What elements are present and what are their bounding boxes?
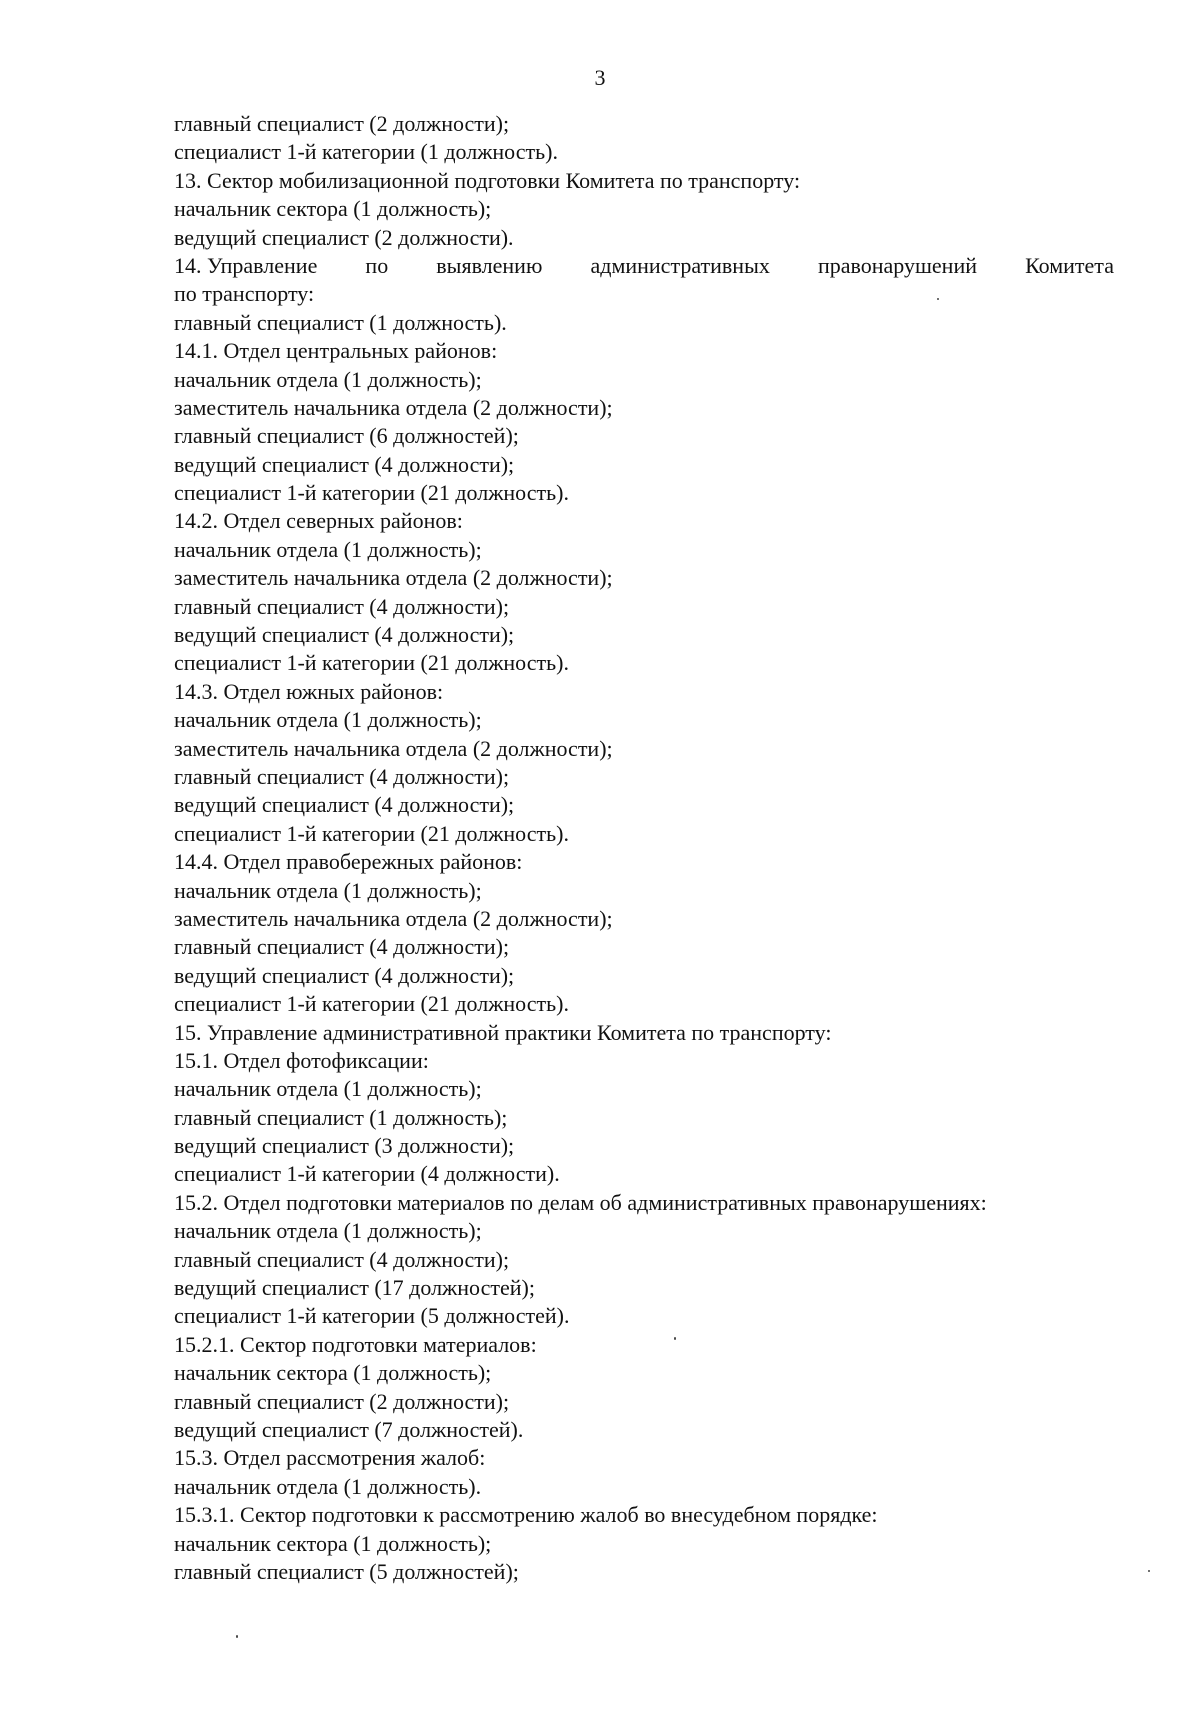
scan-speck bbox=[674, 1337, 676, 1340]
text-line: 15. Управление административной практики Комитета по транспорту: bbox=[174, 1019, 832, 1045]
text-line: специалист 1-й категории (21 должность). bbox=[174, 820, 569, 846]
justified-heading-line bbox=[174, 252, 1114, 280]
justified-word: выявлению bbox=[436, 252, 543, 278]
text-line: 15.2.1. Сектор подготовки материалов: bbox=[174, 1331, 537, 1357]
text-line: 15.1. Отдел фотофиксации: bbox=[174, 1047, 429, 1073]
text-line: 14.1. Отдел центральных районов: bbox=[174, 338, 498, 364]
text-line: главный специалист (5 должностей); bbox=[174, 1558, 519, 1584]
text-line: начальник отдела (1 должность); bbox=[174, 366, 482, 392]
scan-speck bbox=[1148, 1570, 1150, 1572]
text-line: 14.3. Отдел южных районов: bbox=[174, 678, 444, 704]
text-line: специалист 1-й категории (5 должностей). bbox=[174, 1303, 570, 1329]
text-line: 15.3. Отдел рассмотрения жалоб: bbox=[174, 1445, 486, 1471]
text-line: заместитель начальника отдела (2 должности); bbox=[174, 565, 613, 591]
text-line: главный специалист (4 должности); bbox=[174, 763, 510, 789]
text-line: ведущий специалист (7 должностей). bbox=[174, 1416, 524, 1442]
text-line: заместитель начальника отдела (2 должности); bbox=[174, 905, 613, 931]
text-line: начальник отдела (1 должность); bbox=[174, 536, 482, 562]
text-line: главный специалист (4 должности); bbox=[174, 1246, 510, 1272]
text-line: специалист 1-й категории (21 должность). bbox=[174, 480, 569, 506]
text-line: начальник сектора (1 должность); bbox=[174, 196, 492, 222]
text-line: 15.3.1. Сектор подготовки к рассмотрению жалоб во внесудебном порядке: bbox=[174, 1502, 878, 1528]
text-line: специалист 1-й категории (4 должности). bbox=[174, 1161, 560, 1187]
text-line: начальник отдела (1 должность); bbox=[174, 877, 482, 903]
text-line: специалист 1-й категории (1 должность). bbox=[174, 139, 558, 165]
text-line: заместитель начальника отдела (2 должности); bbox=[174, 735, 613, 761]
justified-word: 14. Управление bbox=[174, 252, 318, 278]
text-line: начальник отдела (1 должность). bbox=[174, 1473, 482, 1499]
text-line: специалист 1-й категории (21 должность). bbox=[174, 650, 569, 676]
justified-word: по bbox=[365, 252, 389, 278]
text-line: ведущий специалист (2 должности). bbox=[174, 224, 514, 250]
text-line: ведущий специалист (4 должности); bbox=[174, 451, 515, 477]
justified-word: Комитета bbox=[1025, 252, 1114, 278]
text-line: начальник сектора (1 должность); bbox=[174, 1360, 492, 1386]
text-line: по транспорту: bbox=[174, 281, 315, 307]
text-line: ведущий специалист (17 должностей); bbox=[174, 1275, 535, 1301]
text-line: ведущий специалист (4 должности); bbox=[174, 962, 515, 988]
text-line: начальник отдела (1 должность); bbox=[174, 1076, 482, 1102]
text-line: главный специалист (2 должности); bbox=[174, 111, 510, 136]
text-line: 15.2. Отдел подготовки материалов по делам об административных правонарушениях: bbox=[174, 1189, 987, 1215]
text-line: главный специалист (4 должности); bbox=[174, 934, 510, 960]
justified-word: правонарушений bbox=[817, 252, 977, 278]
scan-speck bbox=[937, 298, 939, 300]
text-line: главный специалист (6 должностей); bbox=[174, 423, 519, 449]
text-line: начальник сектора (1 должность); bbox=[174, 1530, 492, 1556]
text-line: ведущий специалист (3 должности); bbox=[174, 1133, 515, 1159]
page-number: 3 bbox=[594, 65, 606, 90]
text-line: 13. Сектор мобилизационной подготовки Комитета по транспорту: bbox=[174, 167, 801, 193]
lines-after-group bbox=[174, 280, 1114, 1586]
text-line: главный специалист (4 должности); bbox=[174, 593, 510, 619]
lines-before-group bbox=[174, 110, 1114, 252]
justified-word: административных bbox=[590, 252, 770, 278]
text-line: главный специалист (1 должность); bbox=[174, 1104, 508, 1130]
text-line: начальник отдела (1 должность); bbox=[174, 1218, 482, 1244]
text-line: 14.2. Отдел северных районов: bbox=[174, 508, 463, 534]
document-body bbox=[174, 110, 1114, 1586]
text-line: ведущий специалист (4 должности); bbox=[174, 622, 515, 648]
text-line: 14.4. Отдел правобережных районов: bbox=[174, 849, 523, 875]
text-line: ведущий специалист (4 должности); bbox=[174, 792, 515, 818]
text-line: главный специалист (1 должность). bbox=[174, 309, 507, 335]
scan-speck bbox=[236, 1635, 238, 1638]
text-line: главный специалист (2 должности); bbox=[174, 1388, 510, 1414]
text-line: специалист 1-й категории (21 должность). bbox=[174, 991, 569, 1017]
text-line: заместитель начальника отдела (2 должности); bbox=[174, 394, 613, 420]
text-line: начальник отдела (1 должность); bbox=[174, 707, 482, 733]
